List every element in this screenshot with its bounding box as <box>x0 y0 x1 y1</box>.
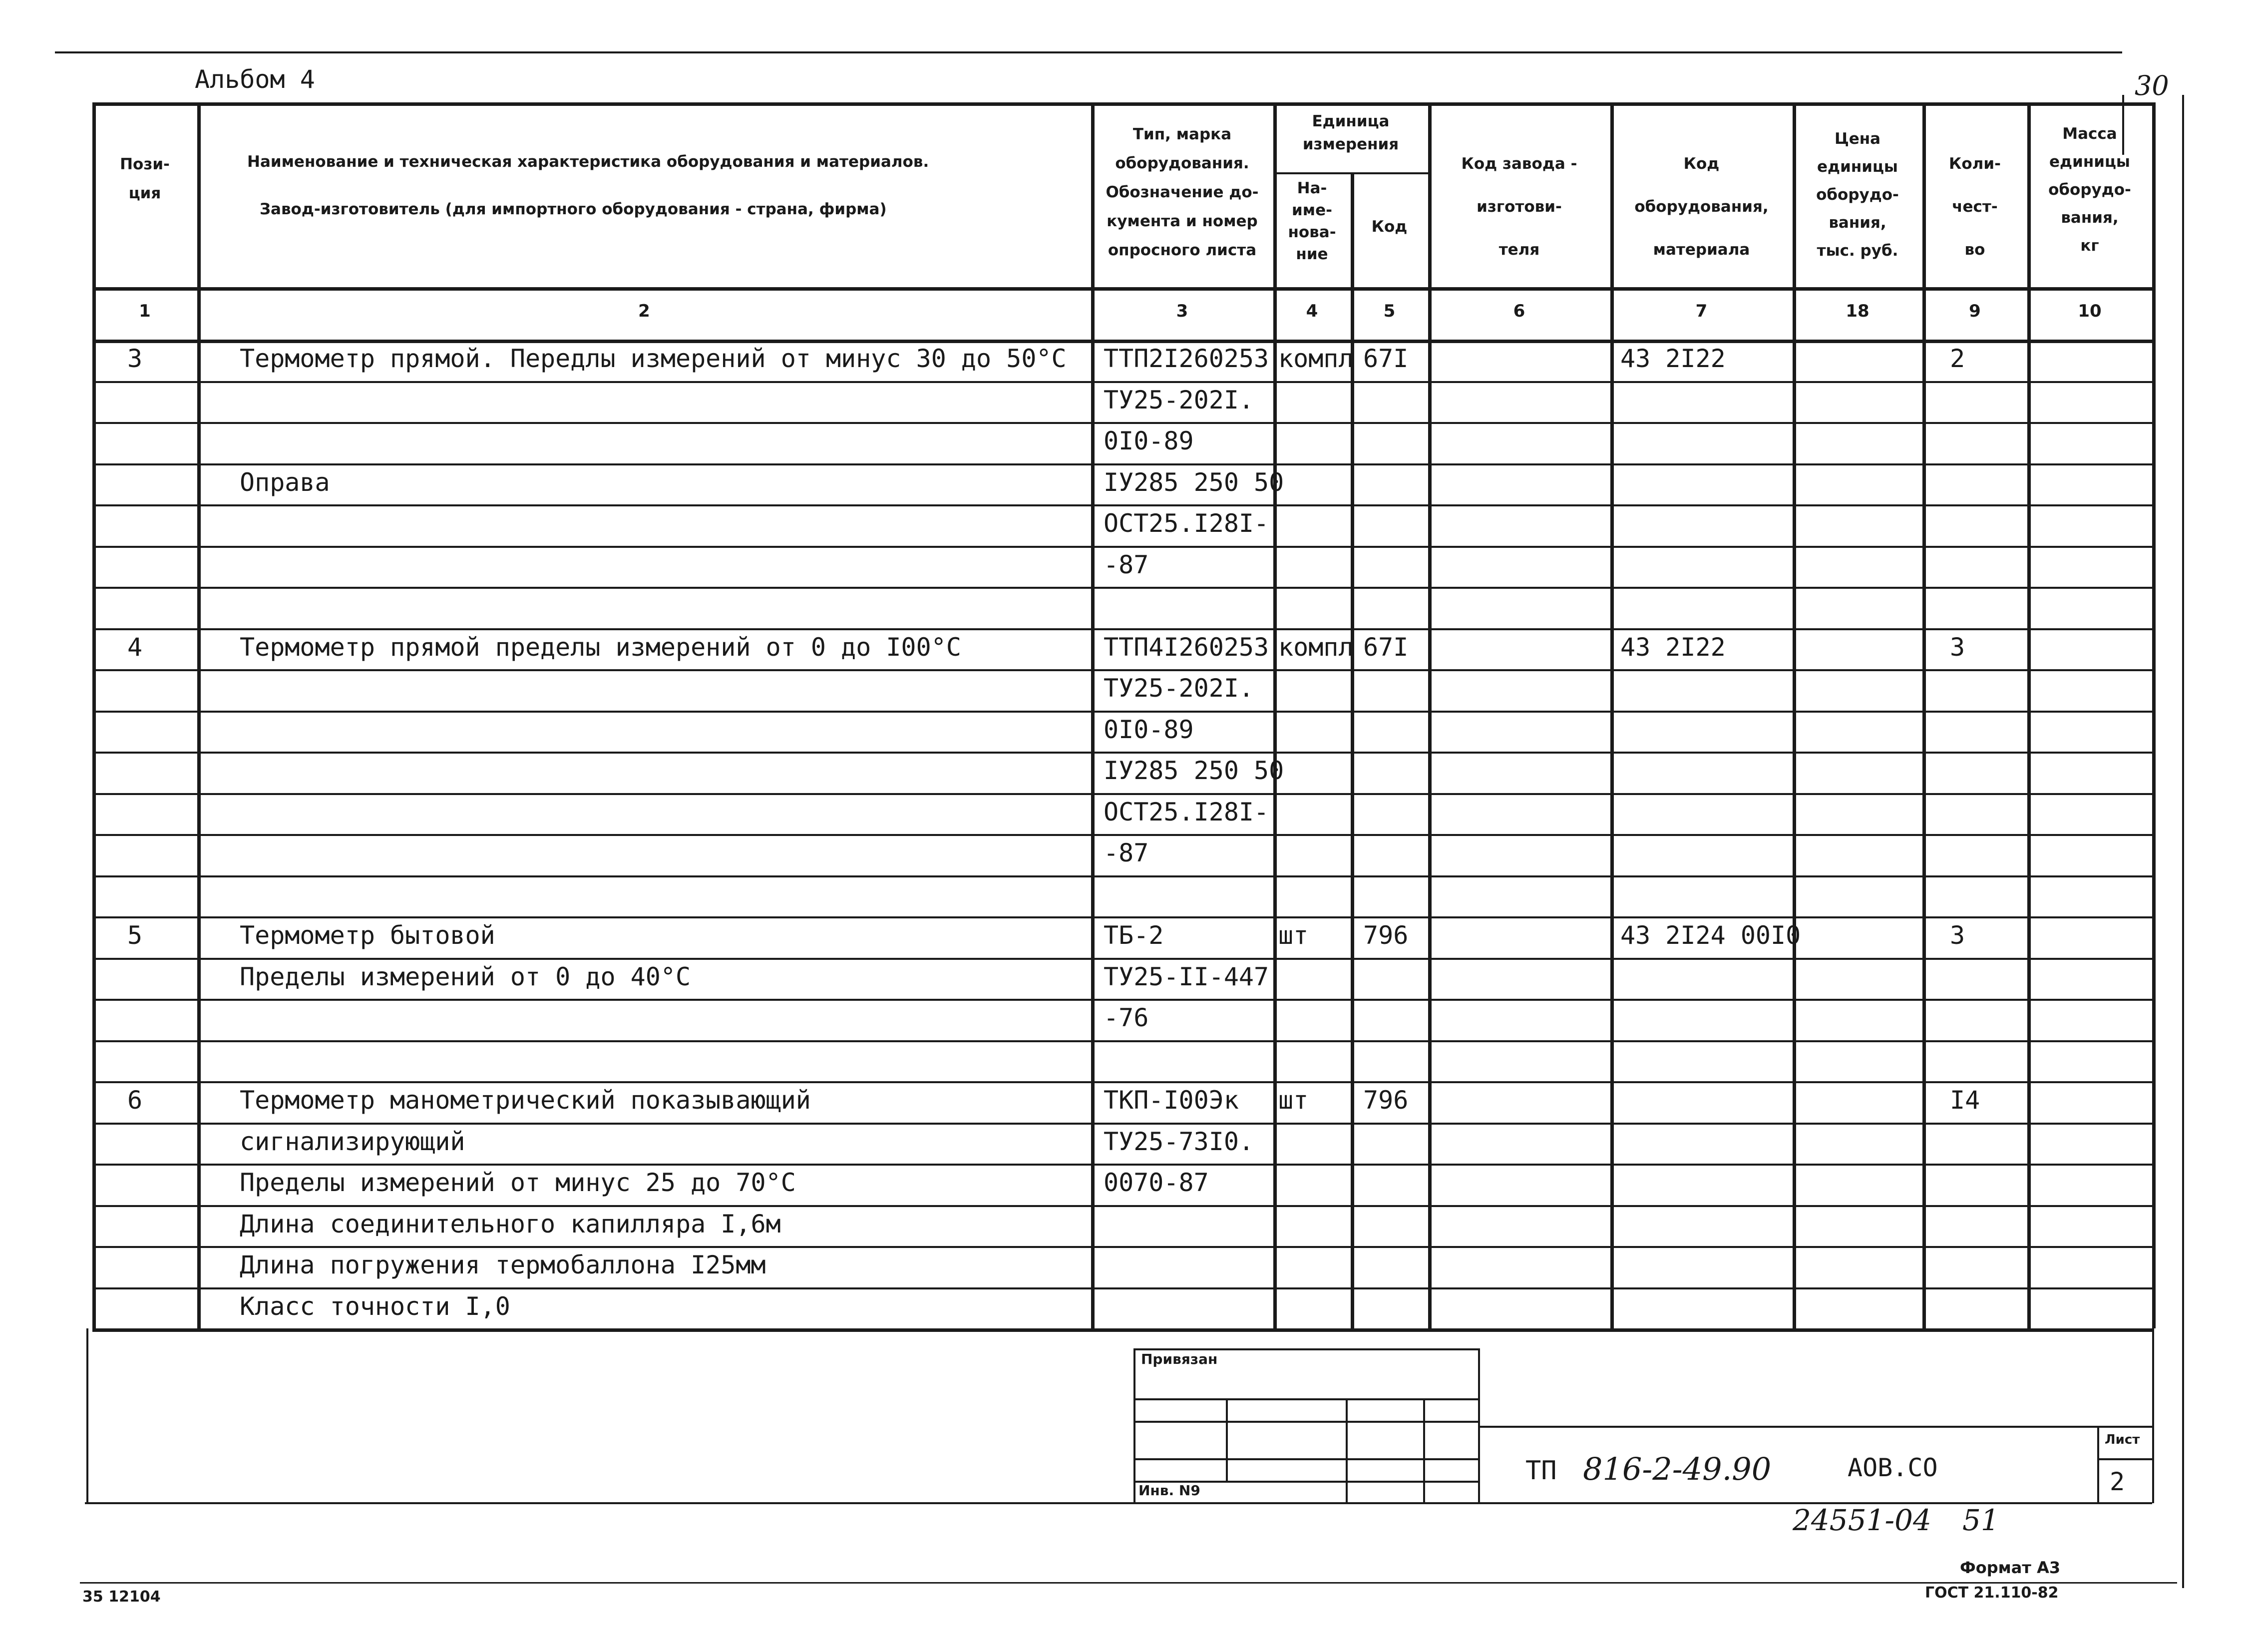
name-cell: Термометр прямой. Передлы измерений от минус 30 до 50°С <box>240 344 1067 373</box>
page-mark: 30 <box>2135 70 2169 101</box>
column-number-6: 6 <box>1513 301 1525 321</box>
sheet-number: 2 <box>2110 1467 2125 1496</box>
doc-number: 816-2-49.90 <box>1583 1451 1772 1487</box>
column-number-1: 1 <box>139 301 151 321</box>
name-cell: Класс точности I,0 <box>240 1291 510 1321</box>
header-name-line2: Завод-изготовитель (для импортного оборудования - страна, фирма) <box>260 200 887 218</box>
type-cell: ТТП2I260253 <box>1104 344 1269 373</box>
equipment-code-cell: 43 2I22 <box>1620 344 1726 373</box>
unit-name-cell: шт <box>1278 1086 1309 1115</box>
type-cell: -87 <box>1104 838 1149 867</box>
type-cell: ТБ-2 <box>1104 921 1164 950</box>
name-cell: Термометр бытовой <box>240 921 495 950</box>
column-number-7: 7 <box>1695 301 1708 321</box>
type-cell: IУ285 250 50 <box>1104 756 1284 785</box>
name-cell: Длина погружения термобаллона I25мм <box>240 1250 766 1279</box>
type-cell: -76 <box>1104 1003 1149 1032</box>
equipment-code-cell: 43 2I24 00I0 <box>1620 921 1801 950</box>
header-name-line1: Наименование и техническая характеристика оборудования и материалов. <box>247 153 929 171</box>
top-border-line <box>55 51 2122 53</box>
sheet-label: Лист <box>2105 1432 2140 1447</box>
bottom-edge-line <box>80 1582 2177 1584</box>
type-cell: ОСТ25.I28I- <box>1104 509 1269 538</box>
name-cell: Термометр прямой пределы измерений от 0 до I00°С <box>240 632 961 662</box>
equipment-code-cell: 43 2I22 <box>1620 632 1726 662</box>
name-cell: сигнализирующий <box>240 1127 465 1156</box>
quantity-cell: 3 <box>1950 632 1965 662</box>
type-cell: ТКП-I00Эк <box>1104 1086 1239 1115</box>
header-position: Пози- ция <box>120 155 170 202</box>
header-unit-name: На- име- нова- ние <box>1288 179 1336 263</box>
archive-page: 51 <box>1962 1503 1999 1537</box>
header-equipment-code: Код оборудования, материала <box>1634 155 1769 259</box>
header-unit-code: Код <box>1371 218 1408 236</box>
doc-suffix: АОВ.СО <box>1848 1453 1938 1482</box>
type-cell: 0I0-89 <box>1104 715 1194 744</box>
header-quantity: Коли- чест- во <box>1949 155 2001 259</box>
name-cell: Пределы измерений от минус 25 до 70°С <box>240 1168 796 1197</box>
gost-label: ГОСТ 21.110-82 <box>1925 1584 2059 1602</box>
position-cell: 4 <box>127 632 143 662</box>
position-cell: 5 <box>127 921 143 950</box>
type-cell: ТУ25-202I. <box>1104 385 1254 414</box>
column-number-5: 5 <box>1383 301 1396 321</box>
type-cell: ТТП4I260253 <box>1104 632 1269 662</box>
type-cell: IУ285 250 50 <box>1104 467 1284 497</box>
header-unit-group: Единица измерения <box>1302 112 1399 153</box>
quantity-cell: 3 <box>1950 921 1965 950</box>
name-cell: Оправа <box>240 467 330 497</box>
format-label: Формат А3 <box>1960 1558 2061 1577</box>
unit-code-cell: 67I <box>1363 632 1409 662</box>
archive-number: 24551-04 <box>1793 1503 1931 1537</box>
corner-code: 35 12104 <box>82 1588 161 1606</box>
position-cell: 6 <box>127 1086 143 1115</box>
column-number-10: 10 <box>2078 301 2102 321</box>
name-cell: Длина соединительного капилляра I,6м <box>240 1209 781 1239</box>
unit-code-cell: 67I <box>1363 344 1409 373</box>
type-cell: ТУ25-202I. <box>1104 674 1254 703</box>
album-label: Альбом 4 <box>195 65 315 94</box>
type-cell: 0070-87 <box>1104 1168 1209 1197</box>
position-cell: 3 <box>127 344 143 373</box>
column-number-8: 18 <box>1846 301 1869 321</box>
type-cell: ТУ25-II-447 <box>1104 962 1269 991</box>
quantity-cell: 2 <box>1950 344 1965 373</box>
header-price: Цена единицы оборудо- вания, тыс. руб. <box>1816 130 1899 260</box>
doc-prefix: ТП <box>1525 1456 1557 1486</box>
type-cell: ОСТ25.I28I- <box>1104 797 1269 826</box>
type-cell: 0I0-89 <box>1104 426 1194 455</box>
unit-name-cell: компл <box>1278 632 1354 662</box>
type-cell: -87 <box>1104 550 1149 579</box>
unit-name-cell: шт <box>1278 921 1309 950</box>
column-number-2: 2 <box>638 301 650 321</box>
header-mass: Масса единицы оборудо- вания, кг <box>2048 125 2131 255</box>
name-cell: Термометр манометрический показывающий <box>240 1086 811 1115</box>
name-cell: Пределы измерений от 0 до 40°С <box>240 962 691 991</box>
column-number-3: 3 <box>1176 301 1188 321</box>
column-number-9: 9 <box>1969 301 1981 321</box>
unit-name-cell: компл <box>1278 344 1354 373</box>
column-number-4: 4 <box>1306 301 1318 321</box>
header-type: Тип, марка оборудования. Обозначение до- кумента и номер опросного листа <box>1106 125 1259 259</box>
unit-code-cell: 796 <box>1363 1086 1409 1115</box>
header-factory-code: Код завода - изготови- теля <box>1461 155 1577 259</box>
inventory-number-label: Инв. N9 <box>1138 1482 1200 1499</box>
type-cell: ТУ25-73I0. <box>1104 1127 1254 1156</box>
quantity-cell: I4 <box>1950 1086 1980 1115</box>
unit-code-cell: 796 <box>1363 921 1409 950</box>
privyazan-label: Привязан <box>1141 1351 1218 1367</box>
